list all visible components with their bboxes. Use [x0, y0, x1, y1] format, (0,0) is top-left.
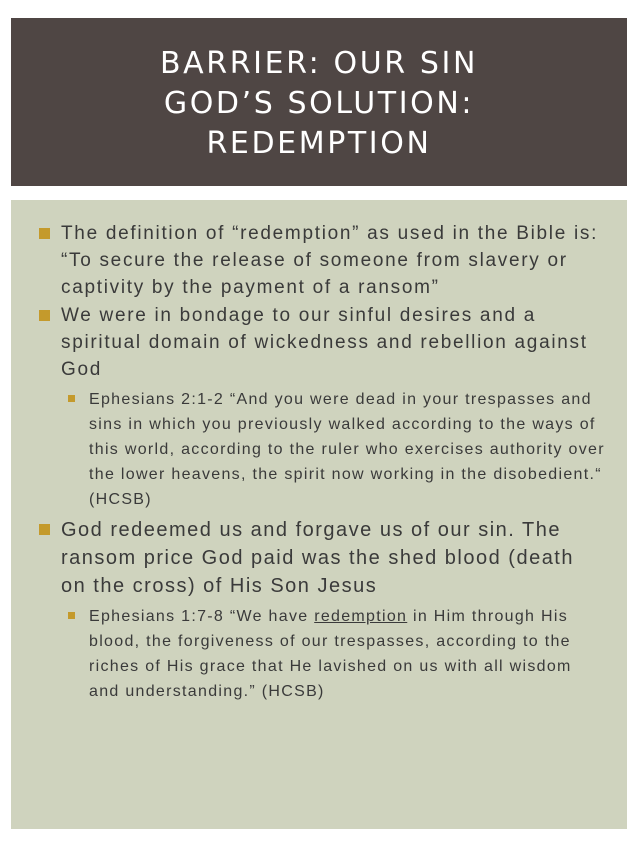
bullet-text: We were in bondage to our sinful desires and a spiritual domain of wickedness and rebellion against God — [61, 305, 588, 380]
square-bullet-icon — [68, 395, 75, 402]
title-line-3: REDEMPTION — [206, 126, 432, 161]
sub-bullet-ephesians-1 — [37, 604, 605, 704]
bullet-bondage — [37, 302, 605, 383]
redemption-underlined-word: redemption — [314, 608, 408, 625]
sub-bullet-text-start: Ephesians 1:7-8 “We have — [89, 608, 315, 625]
square-bullet-icon — [39, 524, 50, 535]
square-bullet-icon — [39, 228, 50, 239]
title-line-2: GOD’S SOLUTION: — [163, 86, 475, 121]
sub-bullet-text-end: in Him through His blood, the forgiveness of our trespasses, according to the riches of His grace that He lavished on us with all wisdom and understanding.” (HCSB) — [89, 608, 572, 700]
slide-content — [11, 200, 627, 829]
bullet-text: The definition of “redemption” as used in the Bible is: “To secure the release of someone from slavery or captivity by the payment of a ransom” — [61, 223, 599, 298]
sub-bullet-ephesians-2 — [37, 387, 605, 512]
sub-bullet-text: Ephesians 2:1-2 “And you were dead in your trespasses and sins in which you previously walked according to the ways of this world, according to the ruler who exercises authority over the lower heavens, the spirit now working in the disobedient.“ (HCSB) — [89, 391, 605, 508]
bullet-definition — [37, 220, 605, 301]
slide-title — [160, 44, 478, 164]
square-bullet-icon — [68, 612, 75, 619]
square-bullet-icon — [39, 310, 50, 321]
title-line-1: BARRIER: OUR SIN — [159, 46, 479, 81]
bullet-redeemed — [37, 516, 605, 600]
bullet-text: God redeemed us and forgave us of our sin. The ransom price God paid was the shed blood (death on the cross) of His Son Jesus — [61, 519, 574, 597]
slide-title-box — [11, 18, 627, 186]
